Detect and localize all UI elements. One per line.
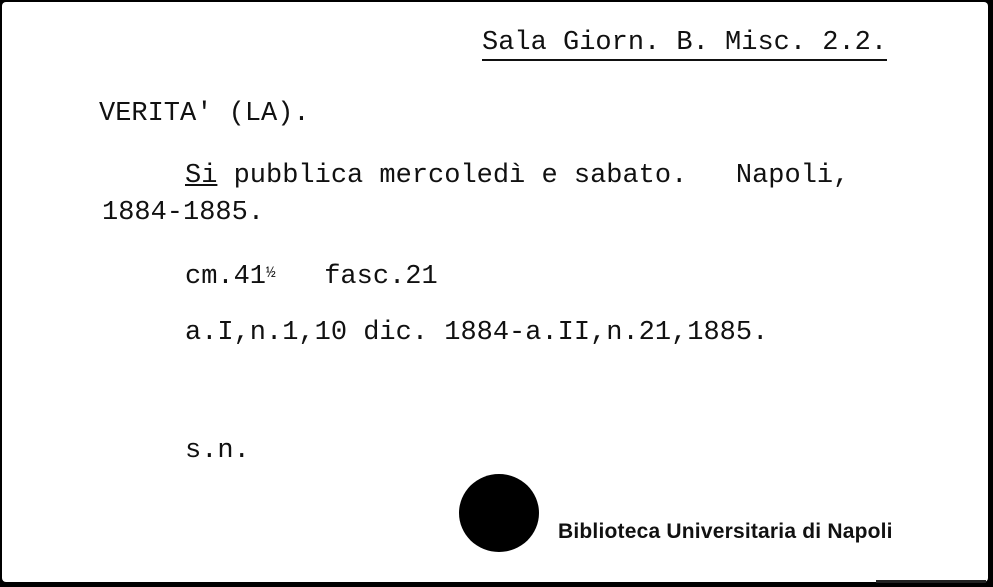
frequency-text: pubblica mercoledì e sabato. Napoli, <box>217 161 850 191</box>
publication-frequency <box>185 161 849 191</box>
frequency-first-word: Si <box>185 161 218 191</box>
library-stamp-text: Biblioteca Universitaria di Napoli <box>558 520 893 543</box>
library-stamp-seal <box>459 474 539 552</box>
scan-edge-mark <box>876 580 986 583</box>
shelfmark: Sala Giorn. B. Misc. 2.2. <box>482 28 887 61</box>
issue-range: a.I,n.1,10 dic. 1884-a.II,n.21,1885. <box>185 318 769 348</box>
catalog-card <box>2 2 988 582</box>
size-cm: cm.41 <box>185 262 267 292</box>
fascicle-count: fasc.21 <box>275 262 438 292</box>
publication-title: VERITA' (LA). <box>99 99 310 129</box>
no-publisher-note: s.n. <box>185 436 250 466</box>
format-info <box>185 258 438 292</box>
size-fraction: ½ <box>266 264 276 282</box>
publication-years: 1884-1885. <box>102 198 265 228</box>
